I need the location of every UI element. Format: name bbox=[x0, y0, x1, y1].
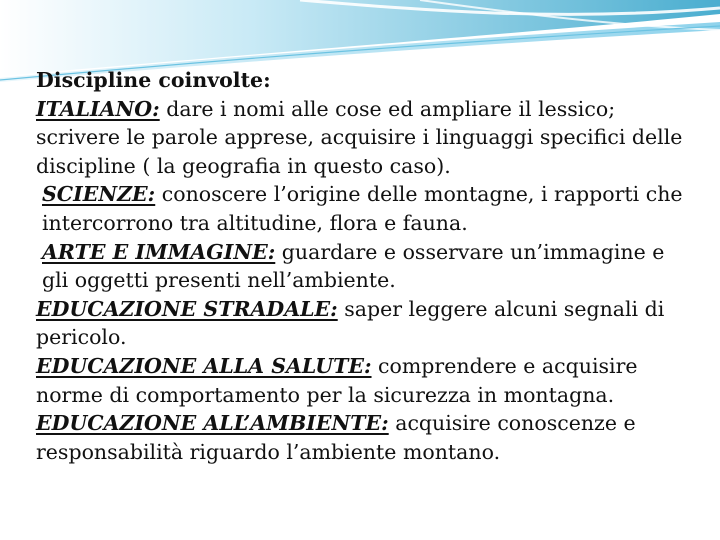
subject-label: SCIENZE: bbox=[42, 182, 156, 207]
subject-description: dare i nomi alle cose ed ampliare il lessico; scrivere le parole apprese, acquisire i linguaggi specifici delle discipline ( la geografia in questo caso). bbox=[36, 96, 683, 178]
subject-description: acquisire conoscenze e responsabilità riguardo l’ambiente montano. bbox=[36, 411, 636, 464]
section-educazione-stradale bbox=[36, 295, 686, 352]
slide-heading: Discipline coinvolte: bbox=[36, 68, 271, 92]
subject-description: comprendere e acquisire norme di comportamento per la sicurezza in montagna. bbox=[36, 353, 638, 407]
subject-label: EDUCAZIONE ALL’AMBIENTE: bbox=[36, 411, 389, 436]
subject-description: saper leggere alcuni segnali di pericolo. bbox=[36, 296, 665, 350]
subject-label: EDUCAZIONE ALLA SALUTE: bbox=[36, 353, 372, 378]
section-arte-immagine bbox=[36, 238, 686, 295]
section-italiano bbox=[36, 95, 686, 181]
slide-body bbox=[36, 66, 686, 466]
section-scienze bbox=[36, 180, 686, 237]
subject-label: ITALIANO: bbox=[36, 96, 160, 121]
subject-label: EDUCAZIONE STRADALE: bbox=[36, 296, 338, 321]
section-educazione-salute bbox=[36, 352, 686, 409]
subject-label: ARTE E IMMAGINE: bbox=[42, 239, 276, 264]
subject-description: conoscere l’origine delle montagne, i rapporti che intercorrono tra altitudine, flora e fauna. bbox=[42, 182, 683, 235]
subject-description: guardare e osservare un’immagine e gli oggetti presenti nell’ambiente. bbox=[42, 239, 665, 293]
section-educazione-ambiente bbox=[36, 409, 686, 466]
